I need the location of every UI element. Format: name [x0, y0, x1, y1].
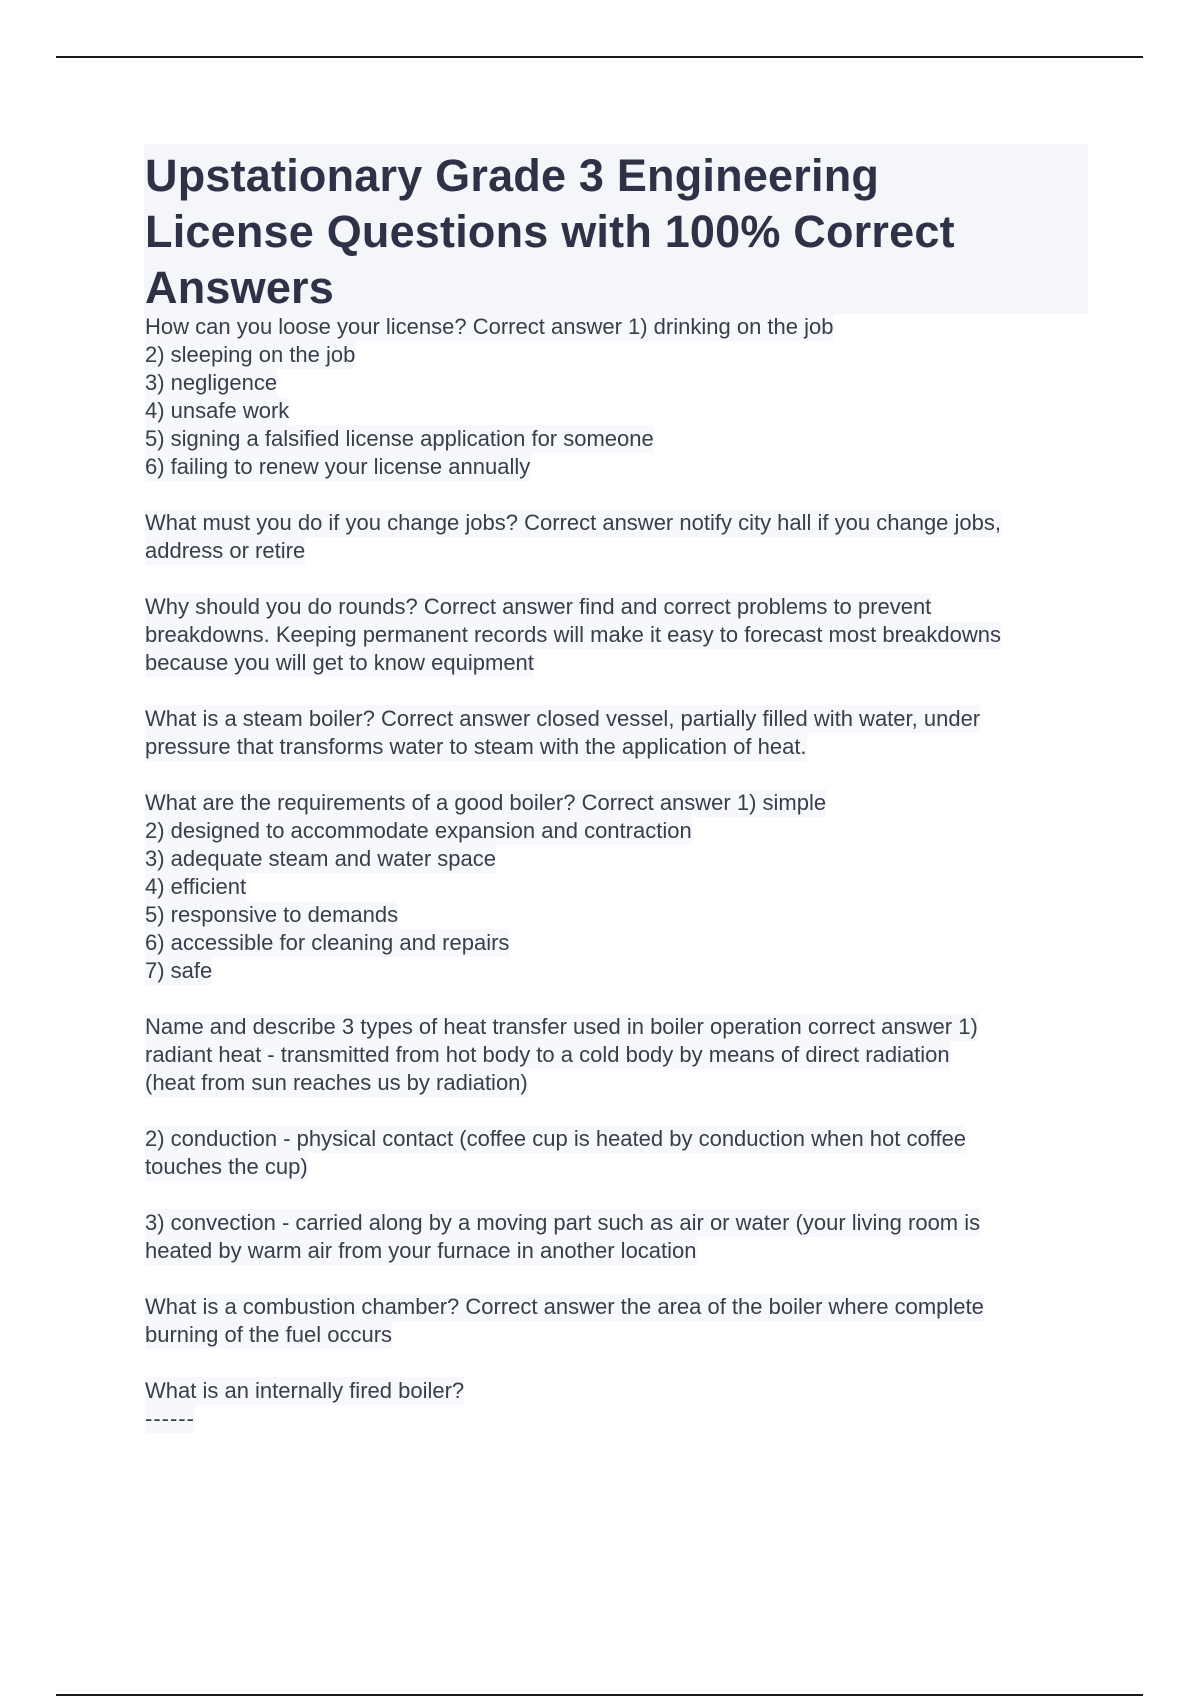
qa-line: What must you do if you change jobs? Correct answer notify city hall if you change jobs, [145, 510, 1001, 535]
qa-line: 2) conduction - physical contact (coffee cup is heated by conduction when hot coffee [145, 1126, 967, 1151]
qa-line: touches the cup) [145, 1154, 308, 1179]
qa-line: How can you loose your license? Correct answer 1) drinking on the job [145, 314, 834, 339]
title-line: License Questions with 100% Correct [145, 206, 955, 257]
qa-item [145, 1377, 1090, 1433]
title-line: Answers [145, 262, 334, 313]
qa-line: What is a steam boiler? Correct answer closed vessel, partially filled with water, under [145, 706, 981, 731]
qa-line: 3) convection - carried along by a moving part such as air or water (your living room is [145, 1210, 981, 1235]
page-title [144, 144, 1088, 316]
qa-line: What is an internally fired boiler? [145, 1378, 465, 1403]
qa-item [145, 1013, 1090, 1097]
qa-line: Why should you do rounds? Correct answer find and correct problems to prevent [145, 594, 932, 619]
qa-line: (heat from sun reaches us by radiation) [145, 1070, 528, 1095]
top-rule [56, 56, 1143, 58]
qa-line: pressure that transforms water to steam with the application of heat. [145, 734, 807, 759]
qa-list [145, 313, 1090, 1461]
qa-line: heated by warm air from your furnace in another location [145, 1238, 697, 1263]
qa-line: Name and describe 3 types of heat transfer used in boiler operation correct answer 1) [145, 1014, 978, 1039]
qa-line: address or retire [145, 538, 306, 563]
qa-item [145, 789, 1090, 985]
title-line: Upstationary Grade 3 Engineering [145, 150, 880, 201]
qa-item [145, 705, 1090, 761]
qa-line: 6) accessible for cleaning and repairs [145, 930, 510, 955]
qa-line: burning of the fuel occurs [145, 1322, 393, 1347]
qa-line: radiant heat - transmitted from hot body to a cold body by means of direct radiation [145, 1042, 950, 1067]
bottom-rule [56, 1694, 1143, 1696]
qa-line: 4) efficient [145, 874, 247, 899]
qa-line: 5) signing a falsified license application for someone [145, 426, 654, 451]
qa-line: 6) failing to renew your license annually [145, 454, 531, 479]
qa-line: 2) designed to accommodate expansion and contraction [145, 818, 692, 843]
qa-item [145, 1125, 1090, 1181]
qa-item [145, 509, 1090, 565]
qa-item [145, 1209, 1090, 1265]
qa-item [145, 593, 1090, 677]
qa-line: breakdowns. Keeping permanent records will make it easy to forecast most breakdowns [145, 622, 1001, 647]
qa-line: because you will get to know equipment [145, 650, 534, 675]
qa-item [145, 1293, 1090, 1349]
truncation-marker: ------ [145, 1406, 195, 1431]
qa-line: What are the requirements of a good boiler? Correct answer 1) simple [145, 790, 827, 815]
qa-line: 4) unsafe work [145, 398, 290, 423]
title-block [144, 144, 1088, 314]
qa-line: 2) sleeping on the job [145, 342, 356, 367]
qa-item [145, 313, 1090, 481]
qa-line: What is a combustion chamber? Correct answer the area of the boiler where complete [145, 1294, 984, 1319]
qa-line: 7) safe [145, 958, 213, 983]
qa-line: 3) adequate steam and water space [145, 846, 497, 871]
qa-line: 5) responsive to demands [145, 902, 399, 927]
qa-line: 3) negligence [145, 370, 278, 395]
